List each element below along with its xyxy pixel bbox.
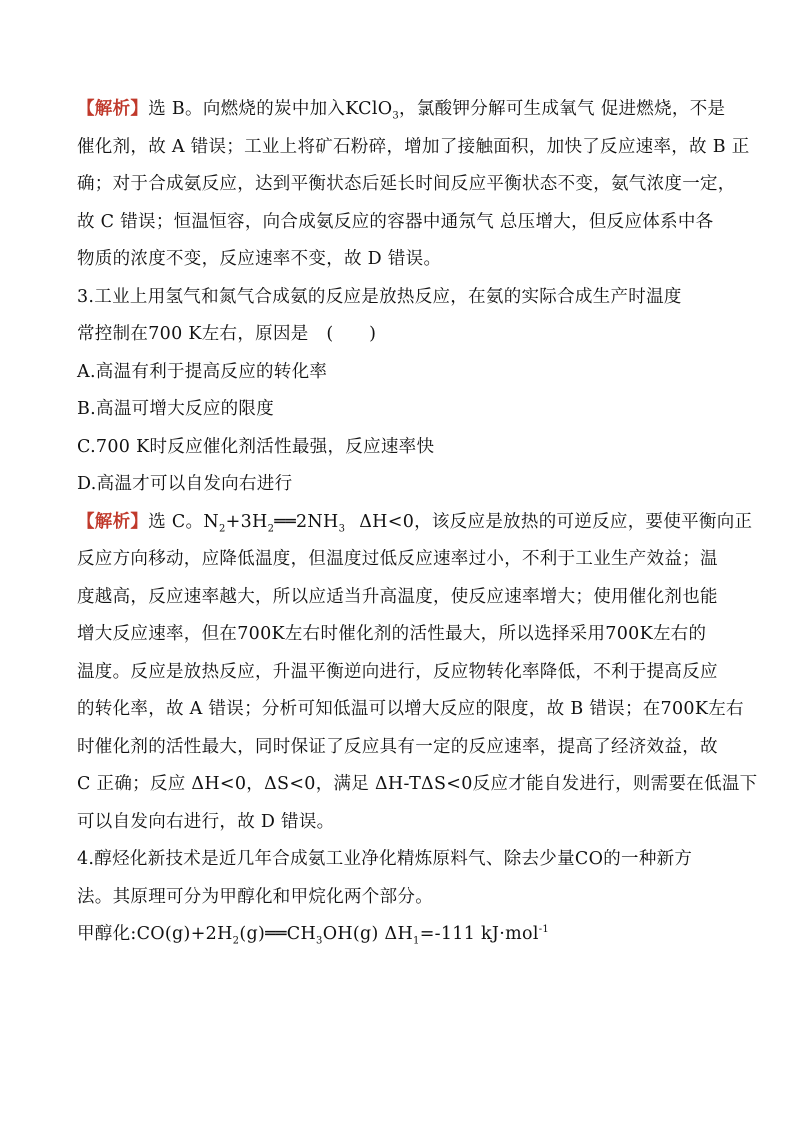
text-line: 时催化剂的活性最大，同时保证了反应具有一定的反应速率，提高了经济效益，故 [77,736,718,757]
text-line: 温度。反应是放热反应，升温平衡逆向进行，反应物转化率降低，不利于提高反应 [77,661,718,682]
option-c: C.700 K时反应催化剂活性最强，反应速率快 [77,436,435,457]
text-line: 故 C 错误；恒温恒容，向合成氨反应的容器中通氖气 总压增大，但反应体系中各 [77,211,714,232]
question-3 [77,284,727,498]
option-a: A.高温有利于提高反应的转化率 [77,361,328,382]
option-b: B.高温可增大反应的限度 [77,399,275,419]
question-stem-line: 4.醇烃化新技术是近几年合成氨工业净化精炼原料气、除去少量CO的一种新方 [77,849,693,869]
text-line: 【解析】选 B。向燃烧的炭中加入KClO$_3$，氯酸钾分解可生成氧气 促进燃烧，不是 [77,99,726,122]
equation-line: 【解析】选 C。$N_2+3H_2══2NH_3$ ΔH<0，该反应是放热的可逆反应，要使平衡向正 [77,511,753,534]
document-page [77,96,758,959]
text-line: 确；对于合成氨反应，达到平衡状态后延长时间反应平衡状态不变，氨气浓度一定， [77,174,736,194]
text-line: C 正确；反应 ΔH<0，ΔS<0，满足 ΔH-TΔS<0反应才能自发进行，则需要在低温下 [77,774,758,794]
text-line: 反应方向移动，应降低温度，但温度过低反应速率过小，不利于工业生产效益；温 [77,549,718,569]
text-line: 可以自发向右进行，故 D 错误。 [77,811,335,832]
question-stem-line: 3.工业上用氢气和氮气合成氨的反应是放热反应，在氨的实际合成生产时温度 [77,286,682,307]
question-stem-line: 常控制在700 K左右，原因是 ( ) [77,324,377,344]
analysis-tag: 【解析】 [77,511,149,532]
text-line: 催化剂，故 A 错误；工业上将矿石粉碎，增加了接触面积，加快了反应速率，故 B 正 [77,136,750,157]
option-d: D.高温才可以自发向右进行 [77,474,293,494]
text-line: 增大反应速率，但在700K左右时催化剂的活性最大，所以选择采用700K左右的 [77,624,707,644]
text-line: 度越高，反应速率越大，所以应适当升高温度，使反应速率增大；使用催化剂也能 [77,586,718,607]
text-line: 物质的浓度不变，反应速率不变，故 D 错误。 [77,249,442,269]
analysis-tag: 【解析】 [77,99,149,119]
text-line: 的转化率，故 A 错误；分析可知低温可以增大反应的限度，故 B 错误；在700K左右 [77,699,744,719]
analysis-block-2 [77,509,758,835]
question-4 [77,846,727,947]
analysis-block-1 [77,96,750,272]
equation-line: 甲醇化$:CO(g)+2H_2(g)══CH_3OH(g)$ $\Delta H_1=-111$ kJ·mol$^{-1}$ [77,924,550,947]
question-stem-line: 法。其原理可分为甲醇化和甲烷化两个部分。 [77,886,433,907]
